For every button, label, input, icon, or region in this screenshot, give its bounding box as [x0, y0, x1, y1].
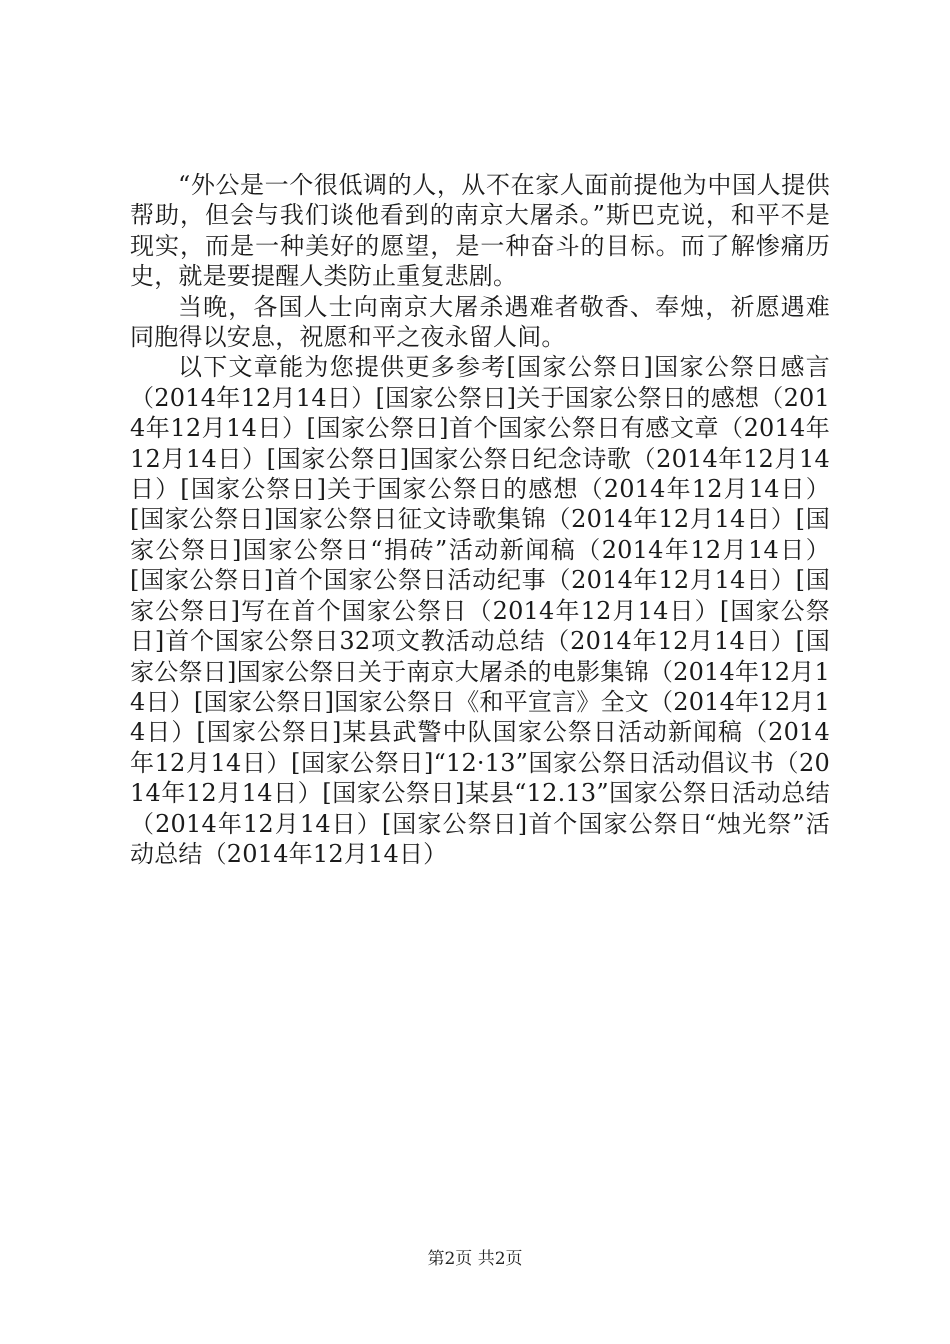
paragraph-quote: “外公是一个很低调的人，从不在家人面前提他为中国人提供帮助，但会与我们谈他看到的南京大屠杀。”斯巴克说，和平不是现实，而是一种美好的愿望，是一种奋斗的目标。而了解惨痛历史，就是要提醒人类防止重复悲剧。 [130, 171, 830, 291]
document-body [130, 170, 830, 869]
paragraph-evening: 当晚，各国人士向南京大屠杀遇难者敬香、奉烛，祈愿遇难同胞得以安息，祝愿和平之夜永留人间。 [130, 292, 830, 352]
page-number-footer: 第2页 共2页 [427, 1249, 523, 1269]
paragraph-references: 以下文章能为您提供更多参考[国家公祭日]国家公祭日感言（2014年12月14日）[国家公祭日]关于国家公祭日的感想（2014年12月14日）[国家公祭日]首个国家公祭日有感文章（2014年12月14日）[国家公祭日]国家公祭日纪念诗歌（2014年12月14日）[国家公祭日]关于国家公祭日的感想（2014年12月14日）[国家公祭日]国家公祭日征文诗歌集锦（2014年12月14日）[国家公祭日]国家公祭日“捐砖”活动新闻稿（2014年12月14日）[国家公祭日]首个国家公祭日活动纪事（2014年12月14日）[国家公祭日]写在首个国家公祭日（2014年12月14日）[国家公祭日]首个国家公祭日32项文教活动总结（2014年12月14日）[国家公祭日]国家公祭日关于南京大屠杀的电影集锦（2014年12月14日）[国家公祭日]国家公祭日《和平宣言》全文（2014年12月14日）[国家公祭日]某县武警中队国家公祭日活动新闻稿（2014年12月14日）[国家公祭日]“12·13”国家公祭日活动倡议书（2014年12月14日）[国家公祭日]某县“12.13”国家公祭日活动总结（2014年12月14日）[国家公祭日]首个国家公祭日“烛光祭”活动总结（2014年12月14日） [130, 353, 830, 868]
